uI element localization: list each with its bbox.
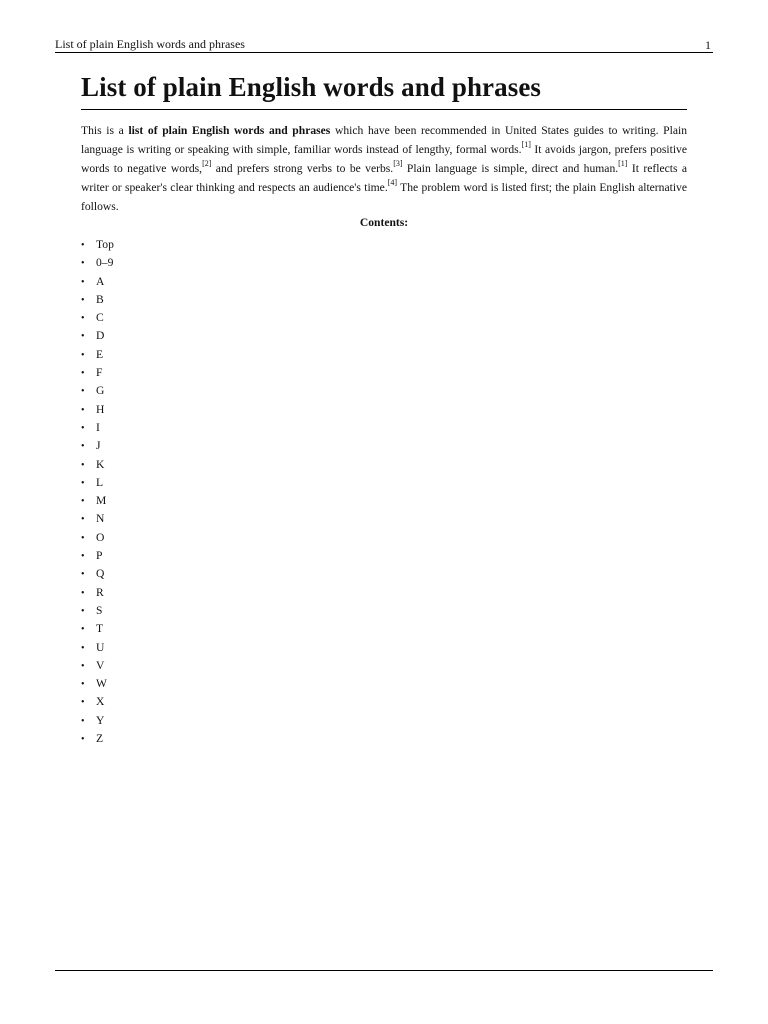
bullet-icon: •	[81, 569, 85, 581]
toc-link[interactable]: Q	[96, 567, 105, 581]
toc-link[interactable]: M	[96, 494, 107, 508]
toc-item[interactable]	[81, 492, 114, 510]
footer-rule	[55, 970, 713, 971]
toc-item[interactable]	[81, 657, 114, 675]
intro-bold-term: list of plain English words and phrases	[128, 124, 331, 137]
intro-text: It avoids jargon, prefers positive words to negative words,	[81, 143, 688, 175]
toc-item[interactable]	[81, 456, 114, 474]
toc-item[interactable]	[81, 236, 114, 254]
toc-item[interactable]	[81, 254, 114, 272]
toc-link[interactable]: Y	[96, 713, 105, 727]
bullet-icon: •	[81, 422, 85, 434]
toc-link[interactable]: G	[96, 384, 105, 398]
bullet-icon: •	[81, 660, 85, 672]
toc-item[interactable]	[81, 419, 114, 437]
toc-link[interactable]: P	[96, 549, 103, 563]
bullet-icon: •	[81, 313, 85, 325]
toc-link[interactable]: I	[96, 420, 100, 434]
page-number: 1	[705, 38, 711, 52]
intro-text: It reflects a writer or speaker's clear thinking and respects an audience's time.	[81, 162, 688, 194]
toc-link[interactable]: X	[96, 695, 105, 709]
toc-item[interactable]	[81, 547, 114, 565]
toc-item[interactable]	[81, 693, 114, 711]
toc-link[interactable]: Z	[96, 732, 104, 746]
toc-link[interactable]: V	[96, 658, 105, 672]
toc-link[interactable]: K	[96, 457, 105, 471]
toc-item[interactable]	[81, 346, 114, 364]
table-of-contents	[81, 236, 114, 748]
toc-item[interactable]	[81, 675, 114, 693]
bullet-icon: •	[81, 459, 85, 471]
toc-item[interactable]	[81, 510, 114, 528]
toc-item[interactable]	[81, 309, 114, 327]
toc-item[interactable]	[81, 327, 114, 345]
bullet-icon: •	[81, 624, 85, 636]
bullet-icon: •	[81, 715, 85, 727]
article-title: List of plain English words and phrases	[81, 68, 687, 110]
toc-item[interactable]	[81, 364, 114, 382]
reference-link[interactable]: [1]	[618, 159, 628, 168]
toc-link[interactable]: E	[96, 347, 104, 361]
reference-link[interactable]: [4]	[387, 178, 398, 187]
intro-text: which have been recommended in United States guides to writing. Plain language is writing or speaking with simple, familiar words instead of lengthy, formal words.	[81, 124, 688, 156]
bullet-icon: •	[81, 240, 85, 251]
toc-item[interactable]	[81, 529, 114, 547]
bullet-icon: •	[81, 258, 85, 270]
toc-link[interactable]: F	[96, 366, 103, 380]
running-header	[55, 36, 713, 53]
intro-text: The problem word is listed first; the plain English alternative follows.	[81, 181, 687, 213]
toc-item[interactable]	[81, 291, 114, 309]
bullet-icon: •	[81, 551, 85, 563]
toc-link[interactable]: B	[96, 292, 104, 306]
bullet-icon: •	[81, 514, 85, 526]
toc-item[interactable]	[81, 602, 114, 620]
toc-link[interactable]: J	[96, 439, 101, 453]
toc-link[interactable]: A	[96, 274, 105, 288]
toc-link[interactable]: L	[96, 475, 104, 489]
toc-item[interactable]	[81, 474, 114, 492]
reference-link[interactable]: [3]	[393, 159, 403, 168]
bullet-icon: •	[81, 331, 85, 343]
toc-item[interactable]	[81, 584, 114, 602]
bullet-icon: •	[81, 642, 85, 654]
toc-link[interactable]: D	[96, 329, 105, 343]
running-header-title: List of plain English words and phrases	[55, 37, 245, 51]
bullet-icon: •	[81, 734, 85, 746]
toc-link[interactable]: R	[96, 585, 104, 599]
intro-paragraph	[81, 121, 687, 216]
toc-item[interactable]	[81, 565, 114, 583]
bullet-icon: •	[81, 532, 85, 544]
toc-link[interactable]: U	[96, 640, 105, 654]
reference-link[interactable]: [2]	[202, 159, 212, 168]
bullet-icon: •	[81, 697, 85, 709]
bullet-icon: •	[81, 349, 85, 361]
toc-item[interactable]	[81, 382, 114, 400]
intro-text: Plain language is simple, direct and human.	[402, 162, 619, 175]
bullet-icon: •	[81, 496, 85, 508]
toc-item[interactable]	[81, 730, 114, 748]
intro-text: This is a	[81, 124, 129, 137]
toc-link[interactable]: Top	[96, 238, 114, 251]
toc-link[interactable]: S	[96, 603, 103, 617]
bullet-icon: •	[81, 386, 85, 398]
bullet-icon: •	[81, 587, 85, 599]
bullet-icon: •	[81, 276, 85, 288]
bullet-icon: •	[81, 368, 85, 380]
bullet-icon: •	[81, 679, 85, 691]
bullet-icon: •	[81, 294, 85, 306]
reference-link[interactable]: [1]	[521, 140, 531, 149]
toc-link[interactable]: W	[96, 677, 107, 691]
toc-link[interactable]: T	[96, 622, 104, 636]
toc-item[interactable]	[81, 639, 114, 657]
bullet-icon: •	[81, 605, 85, 617]
toc-link[interactable]: 0–9	[96, 256, 114, 270]
toc-item[interactable]	[81, 620, 114, 638]
toc-item[interactable]	[81, 401, 114, 419]
toc-item[interactable]	[81, 273, 114, 291]
bullet-icon: •	[81, 404, 85, 416]
bullet-icon: •	[81, 441, 85, 453]
intro-text: and prefers strong verbs to be verbs.	[211, 162, 394, 175]
toc-item[interactable]	[81, 437, 114, 455]
toc-link[interactable]: H	[96, 402, 105, 416]
bullet-icon: •	[81, 477, 85, 489]
toc-link[interactable]: O	[96, 530, 105, 544]
toc-item[interactable]	[81, 712, 114, 730]
toc-link[interactable]: N	[96, 512, 105, 526]
contents-heading: Contents:	[359, 216, 409, 229]
toc-link[interactable]: C	[96, 311, 104, 325]
